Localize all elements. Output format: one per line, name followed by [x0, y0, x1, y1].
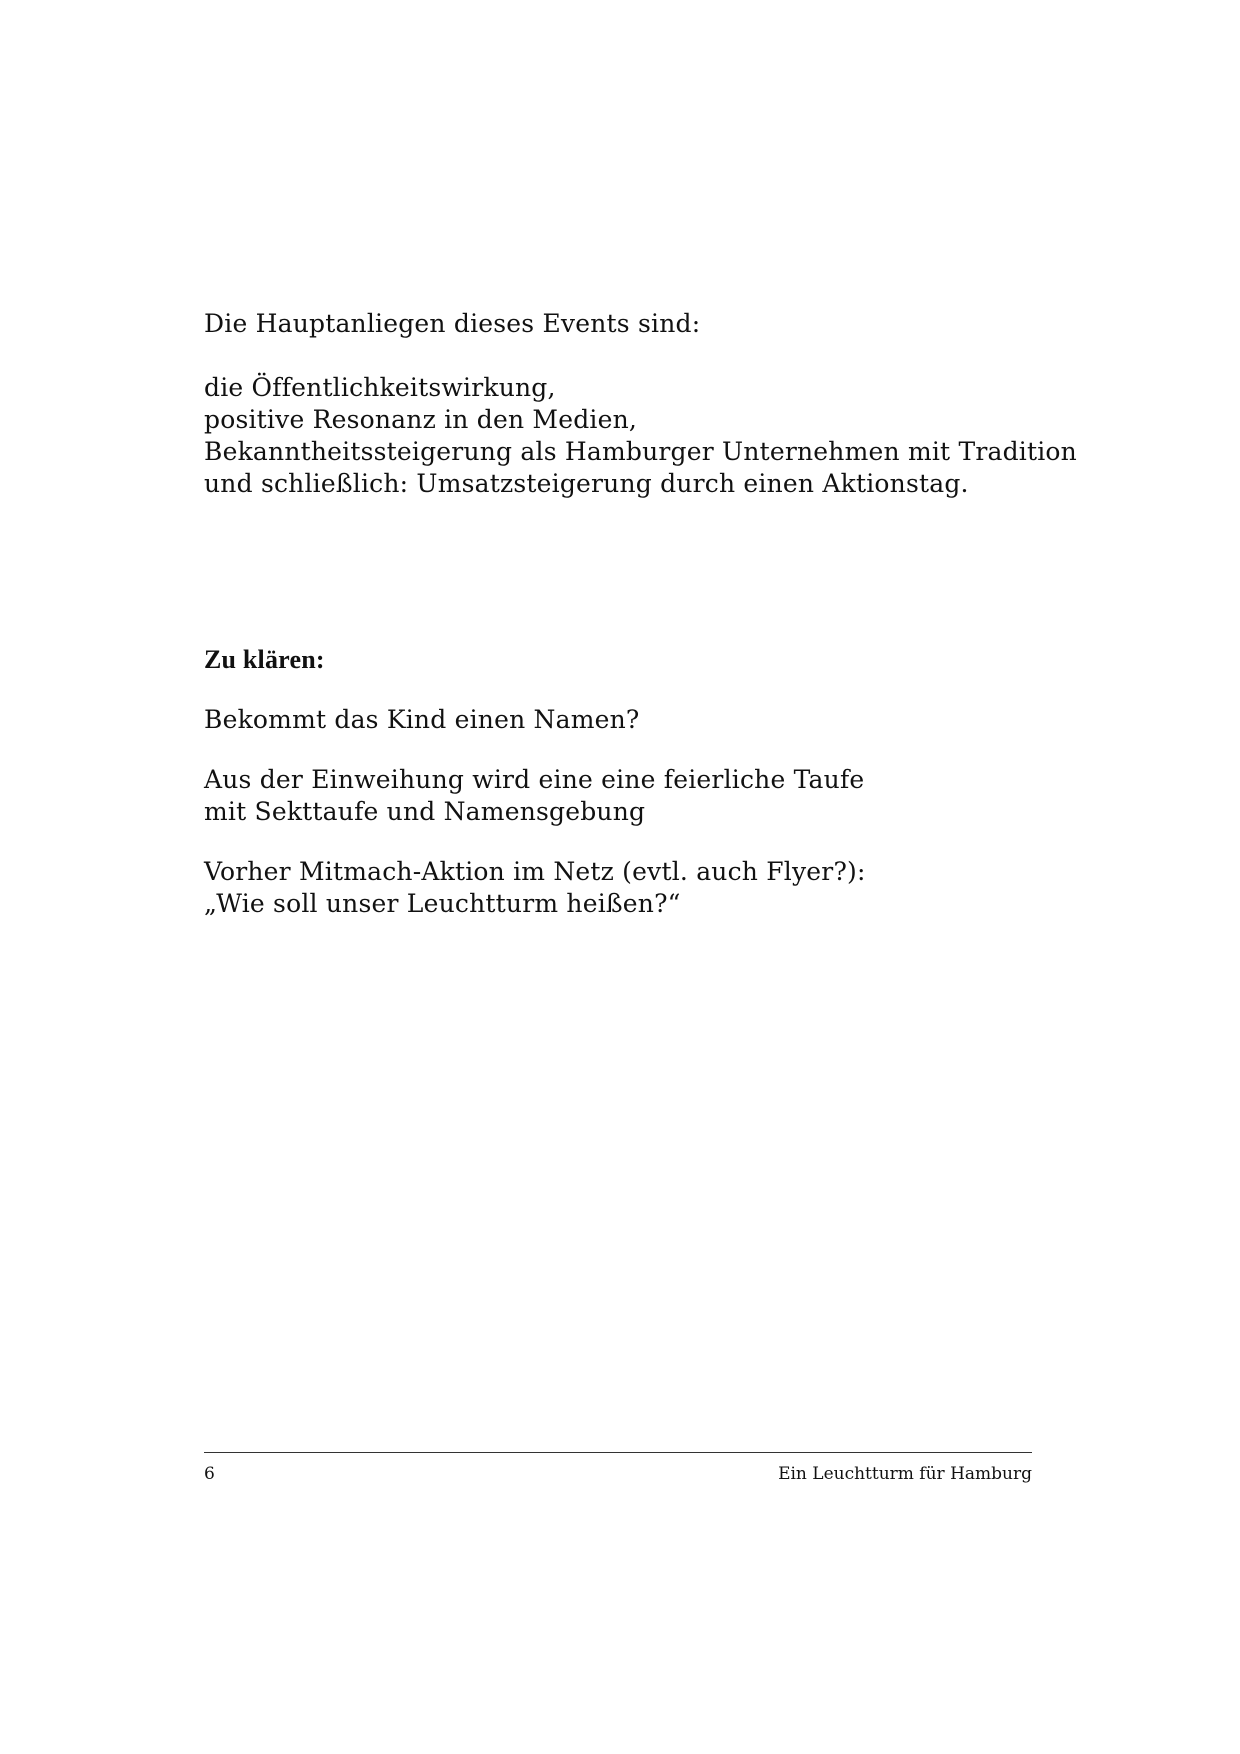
question-paragraph-campaign [204, 856, 1044, 920]
footer-divider [204, 1452, 1032, 1453]
page-number: 6 [204, 1464, 215, 1484]
goal-line: Bekanntheitssteigerung als Hamburger Unternehmen mit Tradition [204, 437, 1077, 466]
question-line: Bekommt das Kind einen Namen? [204, 705, 640, 734]
intro-paragraph [204, 308, 1044, 340]
intro-line: Die Hauptanliegen dieses Events sind: [204, 309, 701, 338]
goal-line: positive Resonanz in den Medien, [204, 405, 638, 434]
question-paragraph-name [204, 704, 1044, 736]
running-footer-title: Ein Leuchtturm für Hamburg [778, 1464, 1032, 1484]
question-line: Vorher Mitmach-Aktion im Netz (evtl. auch Flyer?): [204, 857, 866, 886]
section-heading-text: Zu klären: [204, 645, 325, 674]
question-line: Aus der Einweihung wird eine eine feierliche Taufe [204, 765, 865, 794]
question-paragraph-christening [204, 764, 1044, 828]
question-line: „Wie soll unser Leuchtturm heißen?“ [204, 889, 681, 918]
goal-line: die Öffentlichkeitswirkung, [204, 373, 556, 402]
section-heading [204, 644, 1044, 676]
question-line: mit Sekttaufe und Namensgebung [204, 797, 646, 826]
goals-list [204, 372, 1077, 500]
goal-line: und schließlich: Umsatzsteigerung durch einen Aktionstag. [204, 469, 969, 498]
